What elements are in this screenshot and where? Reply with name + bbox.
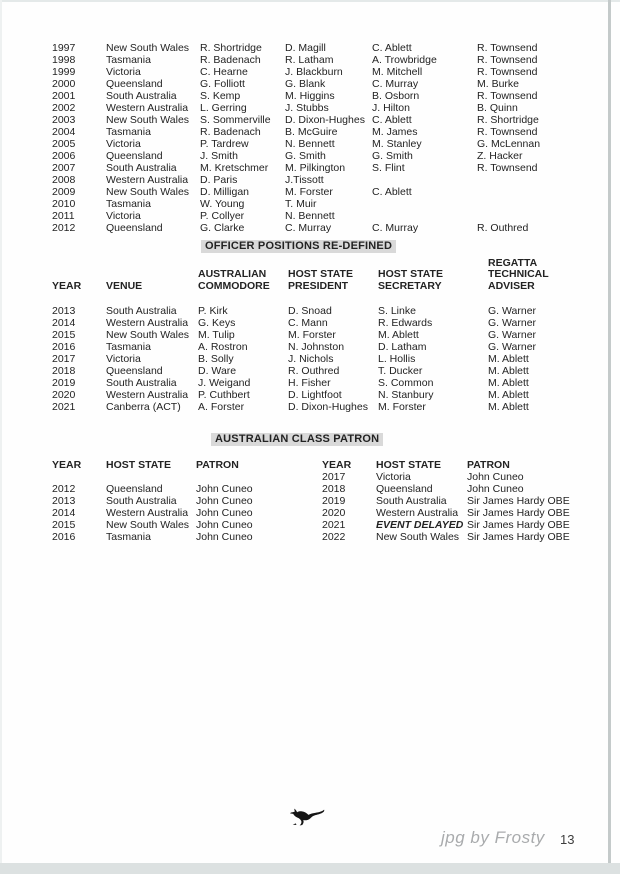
table-cell: B. Osborn	[372, 90, 420, 102]
table-cell: 2017	[322, 471, 346, 483]
table-cell: J. Nichols	[288, 353, 334, 365]
table-cell: S. Sommerville	[200, 114, 271, 126]
table-cell: 2015	[52, 519, 76, 531]
table-cell: J. Stubbs	[285, 102, 329, 114]
column-header: AUSTRALIAN COMMODORE	[198, 268, 270, 292]
table-cell: R. Shortridge	[477, 114, 539, 126]
table-cell: G. Folliott	[200, 78, 245, 90]
table-cell: D. Dixon-Hughes	[285, 114, 365, 126]
table-cell: 2019	[52, 377, 76, 389]
table-cell	[477, 198, 590, 210]
table-cell: G. Smith	[285, 150, 326, 162]
table-cell: M. Ablett	[488, 353, 529, 365]
table-cell: R. Townsend	[477, 90, 538, 102]
table-cell: B. Solly	[198, 353, 234, 365]
table-cell: Western Australia	[106, 174, 189, 186]
table-cell: Victoria	[106, 138, 141, 150]
table-cell: G. Warner	[488, 329, 537, 341]
table-cell: D. Lightfoot	[288, 389, 342, 401]
table-cell: 2004	[52, 126, 76, 138]
table-cell: New South Wales	[106, 329, 190, 341]
patron-table-left	[52, 483, 312, 543]
table-cell	[477, 210, 590, 222]
table-cell	[372, 198, 477, 210]
column-header: HOST STATE PRESIDENT	[288, 268, 353, 292]
table-cell: G. Blank	[285, 78, 326, 90]
scan-border-left	[0, 0, 2, 874]
table-cell: South Australia	[106, 495, 177, 507]
table-cell: N. Bennett	[285, 138, 335, 150]
table-cell: M. Stanley	[372, 138, 422, 150]
table-cell: 2020	[52, 389, 76, 401]
table-cell: R. Edwards	[378, 317, 433, 329]
table-cell: 2016	[52, 531, 76, 543]
patron-table-right-header-row	[322, 459, 590, 471]
table-cell: Western Australia	[106, 317, 189, 329]
table-cell: Victoria	[106, 353, 141, 365]
table-cell: A. Rostron	[198, 341, 248, 353]
column-header: HOST STATE	[106, 459, 171, 471]
table-cell: 2003	[52, 114, 76, 126]
table-cell: 2010	[52, 198, 76, 210]
table-cell: R. Townsend	[477, 54, 538, 66]
table-cell: G. Keys	[198, 317, 236, 329]
table-cell: Tasmania	[106, 54, 151, 66]
table-cell: 2012	[52, 483, 76, 495]
table-cell: J. Hilton	[372, 102, 410, 114]
table-cell: Z. Hacker	[477, 150, 523, 162]
table-cell: M. Burke	[477, 78, 520, 90]
table-cell: Tasmania	[106, 341, 151, 353]
table-cell: M. Mitchell	[372, 66, 423, 78]
table-cell: 2006	[52, 150, 76, 162]
table-cell	[372, 174, 477, 186]
table-cell: Western Australia	[106, 507, 189, 519]
table-cell: Sir James Hardy OBE	[467, 531, 570, 543]
table-cell: John Cuneo	[196, 483, 253, 495]
column-header: VENUE	[106, 279, 143, 292]
table-cell: 2021	[52, 401, 76, 413]
officer-positions-table	[52, 305, 590, 413]
table-cell: 2017	[52, 353, 76, 365]
table-cell: J. Weigand	[198, 377, 251, 389]
table-cell: 2005	[52, 138, 76, 150]
table-cell: 2022	[322, 531, 346, 543]
column-header: PATRON	[467, 459, 510, 471]
table-cell: T. Muir	[285, 198, 317, 210]
table-cell: S. Kemp	[200, 90, 241, 102]
table-cell: 2002	[52, 102, 76, 114]
table-cell: G. Warner	[488, 341, 537, 353]
kangaroo-icon	[289, 804, 325, 828]
table-cell: T. Ducker	[378, 365, 423, 377]
table-cell: Queensland	[106, 365, 163, 377]
table-cell: R. Outhred	[477, 222, 529, 234]
table-cell: 2000	[52, 78, 76, 90]
table-cell: South Australia	[106, 377, 177, 389]
table-cell: 2018	[52, 365, 76, 377]
table-cell: C. Ablett	[372, 42, 412, 54]
table-cell: G. Warner	[488, 305, 537, 317]
table-cell: Sir James Hardy OBE	[467, 495, 570, 507]
table-cell: D. Snoad	[288, 305, 332, 317]
table-cell: 1999	[52, 66, 76, 78]
table-cell: John Cuneo	[467, 471, 524, 483]
table-cell: D. Dixon-Hughes	[288, 401, 368, 413]
table-cell: Canberra (ACT)	[106, 401, 181, 413]
table-cell: M. Kretschmer	[200, 162, 269, 174]
table-cell: N. Stanbury	[378, 389, 434, 401]
table-cell: S. Flint	[372, 162, 405, 174]
table-cell: C. Hearne	[200, 66, 248, 78]
table-cell: B. McGuire	[285, 126, 338, 138]
table-cell: 2001	[52, 90, 76, 102]
patron-table-left-header-row	[52, 459, 312, 471]
table-cell: A. Forster	[198, 401, 245, 413]
table-cell: M. Ablett	[488, 389, 529, 401]
section-title-class-patron: AUSTRALIAN CLASS PATRON	[211, 433, 383, 446]
table-cell: G. McLennan	[477, 138, 541, 150]
table-cell: John Cuneo	[196, 519, 253, 531]
table-cell: John Cuneo	[196, 495, 253, 507]
table-cell: L. Hollis	[378, 353, 416, 365]
table-cell: M. James	[372, 126, 418, 138]
table-cell: South Australia	[376, 495, 447, 507]
table-cell: M. Ablett	[488, 401, 529, 413]
table-cell: P. Cuthbert	[198, 389, 250, 401]
table-cell: H. Fisher	[288, 377, 331, 389]
table-cell: John Cuneo	[196, 507, 253, 519]
table-cell: Tasmania	[106, 198, 151, 210]
table-cell: New South Wales	[106, 42, 190, 54]
table-cell: R. Outhred	[288, 365, 340, 377]
table-cell: Queensland	[106, 150, 163, 162]
table-cell: R. Townsend	[477, 162, 538, 174]
table-cell: C. Murray	[372, 222, 419, 234]
column-header: YEAR	[322, 459, 352, 471]
column-header: HOST STATE SECRETARY	[378, 268, 443, 292]
table-cell: D. Ware	[198, 365, 237, 377]
table-cell: A. Trowbridge	[372, 54, 437, 66]
column-header: PATRON	[196, 459, 239, 471]
column-header: YEAR	[52, 279, 82, 292]
table-cell: D. Milligan	[200, 186, 250, 198]
table-cell: 2019	[322, 495, 346, 507]
table-cell: S. Common	[378, 377, 434, 389]
table-cell: 2016	[52, 341, 76, 353]
table-cell: C. Ablett	[372, 114, 412, 126]
section-title-officer-positions: OFFICER POSITIONS RE-DEFINED	[201, 240, 396, 253]
table-cell: New South Wales	[106, 519, 190, 531]
column-header: YEAR	[52, 459, 82, 471]
table-cell: Queensland	[106, 222, 163, 234]
scan-border-top	[0, 0, 620, 2]
table-cell: C. Murray	[285, 222, 332, 234]
table-cell: 2013	[52, 305, 76, 317]
table-cell: R. Shortridge	[200, 42, 262, 54]
table-cell: John Cuneo	[196, 531, 253, 543]
table-cell: N. Johnston	[288, 341, 345, 353]
table-cell: R. Badenach	[200, 54, 261, 66]
table-cell: Tasmania	[106, 126, 151, 138]
table-cell: 1998	[52, 54, 76, 66]
officer-table-header-row	[52, 254, 590, 292]
table-cell: L. Gerring	[200, 102, 247, 114]
table-cell: John Cuneo	[467, 483, 524, 495]
table-cell	[477, 186, 590, 198]
table-cell: 2007	[52, 162, 76, 174]
table-cell: Western Australia	[106, 102, 189, 114]
table-cell: P. Collyer	[200, 210, 245, 222]
table-cell: Queensland	[106, 483, 163, 495]
table-cell: Tasmania	[106, 531, 151, 543]
table-cell: R. Townsend	[477, 42, 538, 54]
column-header: REGATTA TECHNICAL ADVISER	[488, 256, 549, 292]
table-cell: M. Forster	[285, 186, 333, 198]
championship-officers-table	[52, 42, 590, 234]
table-cell: Queensland	[376, 483, 433, 495]
watermark-text: jpg by Frosty	[441, 828, 545, 847]
table-cell: Sir James Hardy OBE	[467, 507, 570, 519]
table-cell: C. Murray	[372, 78, 419, 90]
table-cell: 2018	[322, 483, 346, 495]
table-cell: Western Australia	[106, 389, 189, 401]
table-cell: Queensland	[106, 78, 163, 90]
table-cell: EVENT DELAYED	[376, 519, 464, 531]
table-cell: R. Townsend	[477, 126, 538, 138]
page-number: 13	[560, 832, 575, 847]
table-cell: D. Paris	[200, 174, 238, 186]
table-cell: Sir James Hardy OBE	[467, 519, 570, 531]
table-cell: G. Warner	[488, 317, 537, 329]
table-cell: M. Tulip	[198, 329, 235, 341]
table-cell: New South Wales	[106, 186, 190, 198]
table-cell: Victoria	[106, 210, 141, 222]
table-cell: G. Smith	[372, 150, 413, 162]
table-cell: J. Smith	[200, 150, 238, 162]
scan-border-bottom	[0, 863, 620, 874]
table-cell: D. Magill	[285, 42, 326, 54]
table-cell: 2011	[52, 210, 75, 222]
table-cell: J. Blackburn	[285, 66, 343, 78]
table-cell: New South Wales	[106, 114, 190, 126]
table-cell: 2015	[52, 329, 76, 341]
table-cell: South Australia	[106, 162, 177, 174]
table-cell: R. Latham	[285, 54, 334, 66]
table-cell: N. Bennett	[285, 210, 335, 222]
table-cell: M. Forster	[378, 401, 426, 413]
table-cell	[477, 174, 590, 186]
table-cell: 2008	[52, 174, 76, 186]
table-cell: 2020	[322, 507, 346, 519]
table-cell: M. Ablett	[488, 365, 529, 377]
table-cell: R. Townsend	[477, 66, 538, 78]
patron-table-right	[322, 471, 590, 543]
table-cell: 2012	[52, 222, 76, 234]
table-cell: M. Forster	[288, 329, 336, 341]
table-cell: M. Pilkington	[285, 162, 346, 174]
table-cell: M. Ablett	[378, 329, 419, 341]
table-cell: M. Ablett	[488, 377, 529, 389]
table-cell: J.Tissott	[285, 174, 324, 186]
table-cell: Western Australia	[376, 507, 459, 519]
table-cell: Victoria	[106, 66, 141, 78]
table-cell: M. Higgins	[285, 90, 335, 102]
table-cell: B. Quinn	[477, 102, 518, 114]
table-cell: C. Ablett	[372, 186, 412, 198]
table-cell: New South Wales	[376, 531, 460, 543]
table-cell: 2009	[52, 186, 76, 198]
table-cell: S. Linke	[378, 305, 416, 317]
table-cell: P. Tardrew	[200, 138, 249, 150]
table-cell: Victoria	[376, 471, 411, 483]
table-cell: 2021	[322, 519, 346, 531]
table-cell: P. Kirk	[198, 305, 228, 317]
table-cell: W. Young	[200, 198, 245, 210]
table-cell: C. Mann	[288, 317, 328, 329]
column-header: HOST STATE	[376, 459, 441, 471]
table-cell: 2014	[52, 317, 76, 329]
table-cell: 2014	[52, 507, 76, 519]
table-cell: D. Latham	[378, 341, 427, 353]
table-cell	[372, 210, 477, 222]
table-cell: South Australia	[106, 305, 177, 317]
table-cell: South Australia	[106, 90, 177, 102]
table-cell: G. Clarke	[200, 222, 245, 234]
scan-border-right	[608, 0, 611, 874]
table-cell: 2013	[52, 495, 76, 507]
table-cell: 1997	[52, 42, 76, 54]
table-cell: R. Badenach	[200, 126, 261, 138]
